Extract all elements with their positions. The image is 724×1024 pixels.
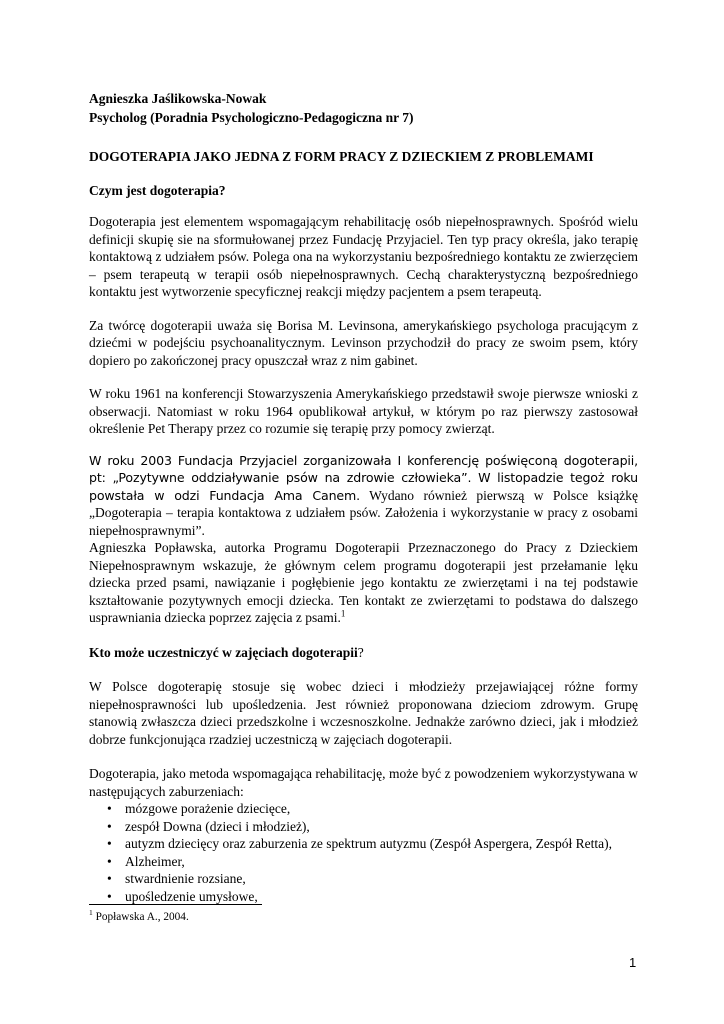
footnote-number: 1 [89,908,93,918]
document-title: DOGOTERAPIA JAKO JEDNA Z FORM PRACY Z DZIECKIEM Z PROBLEMAMI [89,149,594,164]
paragraph-foundation [89,452,638,540]
author-affiliation: Psycholog (Poradnia Psychologiczno-Pedagogiczna nr 7) [89,110,414,125]
section-heading-what-is-dog-therapy: Czym jest dogoterapia? [89,182,226,198]
list-item [89,835,638,853]
paragraph-participants: W Polsce dogoterapię stosuje się wobec dzieci i młodzieży przejawiającej różne formy niepełnosprawności lub upośledzenia. Jest również proponowana dzieciom zdrowym. Grupę stanowią zwłaszcza dzieci przedszkolne i wczesnoszkolne. Jednakże zarówno dzieci, jak i młodzież dobrze funkcjonująca rzadziej uczestniczą w zajęciach dogoterapii. [89,679,638,747]
list-item [89,870,638,888]
footnote-divider [89,904,262,905]
paragraph-foundation-serif-part: Wydano również pierwszą w Polsce książkę „Dogoterapia – terapia kontaktowa z udziałem psów. Założenia i wykorzystanie w pracy z osobami niepełnosprawnymi”. [89,487,638,538]
list-item-text: mózgowe porażenie dziecięce, [125,801,291,816]
paragraph-program-goal-text: Agnieszka Popławska, autorka Programu Dogoterapii Przeznaczonego do Pracy z Dzieckiem Niepełnosprawnym wskazuje, że głównym celem programu dogoterapii jest przełamanie lęku dziecka przed psami, nawiązanie i pogłębienie jego kontaktu ze zwierzętami i na tej podstawie kształtowanie pozytywnych emocji dziecka. Ten kontakt ze zwierzętami to podstawa do dalszego usprawniania dziecka poprzez zajęcia z psami. [89,540,638,625]
disorders-list [89,800,638,905]
bullet-icon: • [107,836,112,851]
bullet-icon: • [107,818,112,834]
bullet-icon: • [107,801,112,816]
list-item-text: zespół Downa (dzieci i młodzież), [125,818,310,834]
bullet-icon: • [107,853,112,869]
paragraph-foundation-sans-part: W roku 2003 Fundacja Przyjaciel zorganizowała I konferencję poświęconą dogoterapii, pt: „Pozytywne oddziaływanie psów na zdrowie człowieka”. W listopadzie tegoż roku powstała w odzi Fundacja Ama Canem. [89,452,638,503]
paragraph-founder: Za twórcę dogoterapii uważa się Borisa M. Levinsona, amerykańskiego psychologa pracującym z dziećmi w podejściu psychoanalitycznym. Levinson przychodził do pracy ze swoim psem, który dopiero po zakończonej pracy opuszczał wraz z nim gabinet. [89,317,638,368]
list-item-text: stwardnienie rozsiane, [125,871,246,886]
footnote [89,910,189,924]
list-item [89,853,638,871]
footnote-reference: 1 [340,608,346,619]
list-item [89,818,638,836]
section-heading-who-can-participate [89,644,638,662]
page-content [89,89,638,905]
list-item-text: upośledzenie umysłowe, [125,888,258,904]
list-item-text: autyzm dziecięcy oraz zaburzenia ze spektrum autyzmu (Zespół Aspergera, Zespół Retta), [125,836,613,851]
paragraph-history: W roku 1961 na konferencji Stowarzyszenia Amerykańskiego przedstawił swoje pierwsze wnioski z obserwacji. Natomiast w roku 1964 opublikował artykuł, w którym po raz pierwszy zastosował określenie Pet Therapy przez co rozumie się terapię przy pomocy zwierząt. [89,386,638,436]
list-item-text: Alzheimer, [125,853,185,869]
paragraph-disorders-intro: Dogoterapia, jako metoda wspomagająca rehabilitację, może być z powodzeniem wykorzystywana w następujących zaburzeniach: [89,766,638,799]
paragraph-program-goal [89,539,638,627]
bullet-icon: • [107,888,112,904]
section-heading-who-can-participate-text: Kto może uczestniczyć w zajęciach dogoterapii [89,644,358,660]
author-name: Agnieszka Jaślikowska-Nowak [89,91,267,106]
page-number: 1 [629,955,637,970]
bullet-icon: • [107,871,112,886]
list-item [89,888,638,906]
paragraph-definition: Dogoterapia jest elementem wspomagającym rehabilitację osób niepełnosprawnych. Spośród wielu definicji skupię sie na sformułowanej przez Fundację Przyjaciel. Ten typ pracy określa, jako terapię kontaktową z udziałem psów. Polega ona na wykorzystaniu bezpośredniego kontaktu ze zwierzęciem – psem terapeutą w terapii osób niepełnosprawnych. Cechą charakterystyczną bezpośredniego kontaktu jest wytworzenie specyficznej reakcji między pacjentem a psem terapeutą. [89,214,638,299]
section-heading-question-mark: ? [357,644,364,660]
footnote-text: Popławska A., 2004. [92,911,189,923]
list-item [89,800,638,818]
